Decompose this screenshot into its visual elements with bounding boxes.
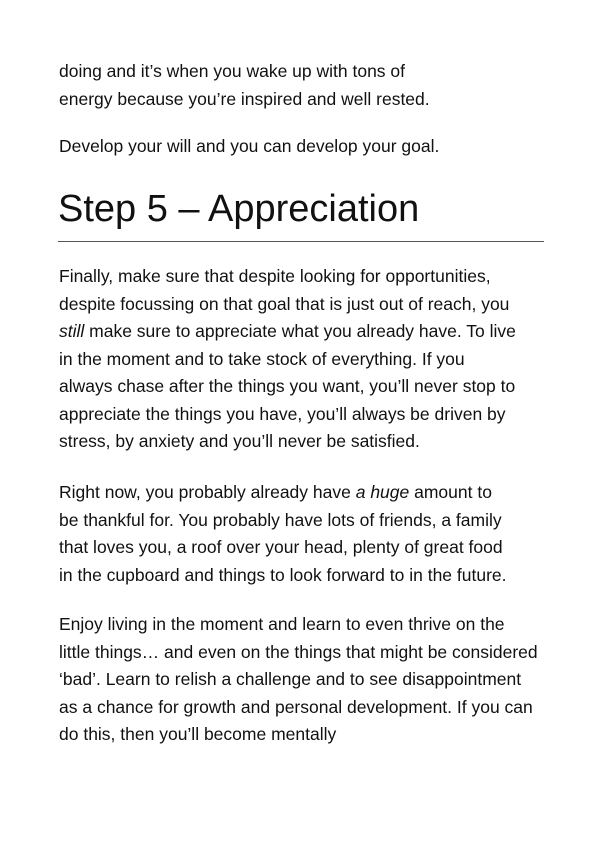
paragraph-line: be thankful for. You probably have lots of friends, a family bbox=[59, 509, 502, 530]
intro-line-1: doing and it’s when you wake up with tons of bbox=[59, 61, 406, 81]
heading-divider bbox=[58, 241, 544, 242]
paragraph-line-rest: make sure to appreciate what you already have. To live bbox=[84, 321, 516, 341]
paragraph-line: ‘bad’. Learn to relish a challenge and to see disappointment bbox=[59, 669, 522, 689]
paragraph-line: as a chance for growth and personal development. If you can bbox=[59, 696, 533, 717]
paragraph-line: in the cupboard and things to look forward to in the future. bbox=[59, 564, 507, 585]
paragraph-line-pre: Right now, you probably already have bbox=[59, 482, 356, 502]
intro-paragraph bbox=[59, 58, 549, 113]
paragraph-appreciation-3 bbox=[59, 611, 549, 749]
intro-line-2: energy because you’re inspired and well rested. bbox=[59, 88, 430, 109]
paragraph-line-post: amount to bbox=[409, 482, 492, 502]
paragraph-line: stress, by anxiety and you’ll never be satisfied. bbox=[59, 431, 420, 451]
emphasis-a-huge: a huge bbox=[355, 482, 410, 502]
paragraph-line: always chase after the things you want, you’ll never stop to bbox=[59, 376, 516, 396]
paragraph-line: Finally, make sure that despite looking for opportunities, bbox=[59, 266, 491, 286]
paragraph-appreciation-1 bbox=[59, 263, 549, 456]
paragraph-line: despite focussing on that goal that is just out of reach, you bbox=[59, 293, 510, 314]
intro-closing-line: Develop your will and you can develop your goal. bbox=[59, 136, 440, 156]
emphasis-still: still bbox=[59, 321, 85, 341]
intro-closing-paragraph bbox=[59, 133, 549, 161]
paragraph-line: appreciate the things you have, you’ll always be driven by bbox=[59, 403, 506, 424]
paragraph-line: in the moment and to take stock of everything. If you bbox=[59, 348, 465, 369]
section-heading: Step 5 – Appreciation bbox=[58, 188, 420, 230]
paragraph-line: that loves you, a roof over your head, plenty of great food bbox=[59, 537, 503, 557]
paragraph-line: Enjoy living in the moment and learn to even thrive on the bbox=[59, 614, 505, 634]
paragraph-line: do this, then you’ll become mentally bbox=[59, 724, 337, 744]
paragraph-line bbox=[59, 479, 549, 507]
paragraph-line bbox=[59, 318, 549, 346]
paragraph-appreciation-2 bbox=[59, 479, 549, 589]
paragraph-line: little things… and even on the things that might be considered bbox=[59, 641, 538, 662]
